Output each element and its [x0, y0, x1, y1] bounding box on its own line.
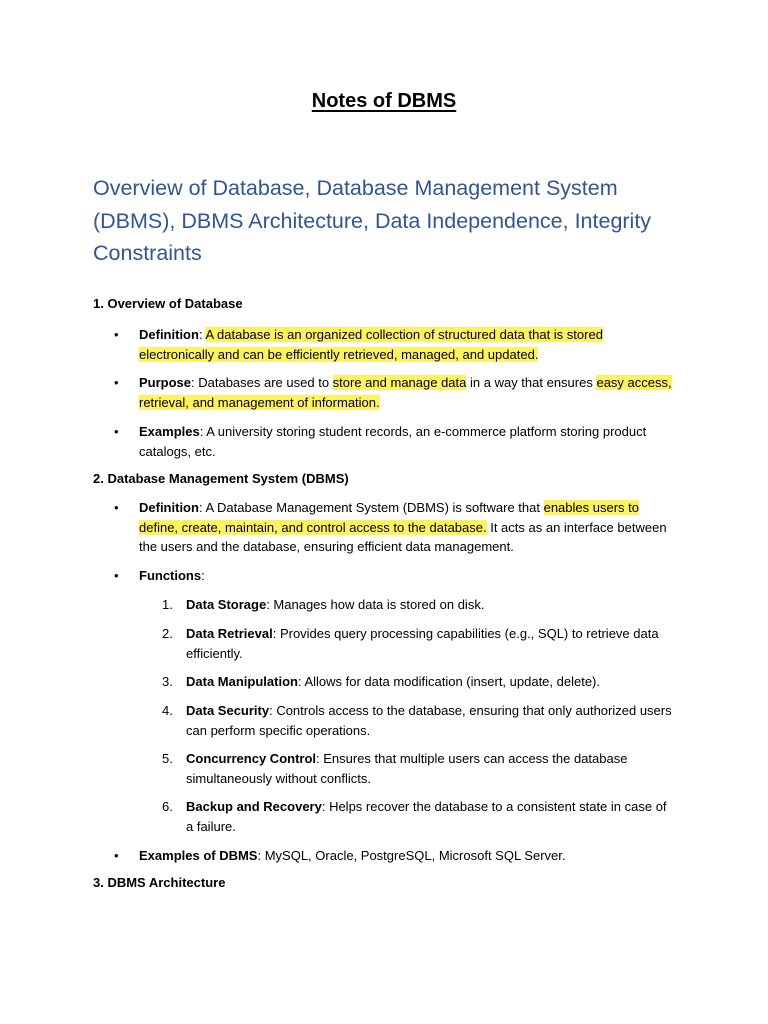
s1-examples-item: Examples: A university storing student records, an e-commerce platform storing product catalogs, etc.: [139, 424, 647, 459]
s1-definition-item: Definition: A database is an organized collection of structured data that is stored electronically and can be efficiently retrieved, managed, and updated.: [139, 327, 603, 362]
list-number: 6.: [162, 799, 173, 814]
section-2-heading: 2. Database Management System (DBMS): [93, 471, 349, 486]
s2-examples-item: Examples of DBMS: MySQL, Oracle, PostgreSQL, Microsoft SQL Server.: [139, 848, 566, 863]
main-heading: Overview of Database, Database Management System (DBMS), DBMS Architecture, Data Independence, Integrity Constraints: [93, 176, 652, 265]
s2-functions-item: Functions:: [139, 568, 205, 583]
list-number: 5.: [162, 751, 173, 766]
bullet-icon: •: [114, 375, 119, 390]
function-item: Concurrency Control: Ensures that multiple users can access the database simultaneously without conflicts.: [186, 751, 628, 786]
function-item: Backup and Recovery: Helps recover the database to a consistent state in case of a failure.: [186, 799, 667, 834]
list-number: 2.: [162, 626, 173, 641]
function-item: Data Manipulation: Allows for data modification (insert, update, delete).: [186, 674, 600, 689]
s2-definition-item: Definition: A Database Management System (DBMS) is software that enables users to define, create, maintain, and control access to the database. It acts as an interface between the users and the database, ensuring efficient data management.: [139, 500, 667, 554]
function-item: Data Storage: Manages how data is stored on disk.: [186, 597, 485, 612]
bullet-icon: •: [114, 424, 119, 439]
bullet-icon: •: [114, 327, 119, 342]
section-1-heading: 1. Overview of Database: [93, 296, 243, 311]
bullet-icon: •: [114, 848, 119, 863]
list-number: 4.: [162, 703, 173, 718]
section-3-heading: 3. DBMS Architecture: [93, 875, 226, 890]
document-title: Notes of DBMS: [311, 90, 457, 112]
bullet-icon: •: [114, 500, 119, 515]
s1-purpose-item: Purpose: Databases are used to store and manage data in a way that ensures easy access, retrieval, and management of information.: [139, 375, 672, 410]
list-number: 3.: [162, 674, 173, 689]
list-number: 1.: [162, 597, 173, 612]
bullet-icon: •: [114, 568, 119, 583]
function-item: Data Security: Controls access to the database, ensuring that only authorized users can perform specific operations.: [186, 703, 672, 738]
function-item: Data Retrieval: Provides query processing capabilities (e.g., SQL) to retrieve data efficiently.: [186, 626, 659, 661]
